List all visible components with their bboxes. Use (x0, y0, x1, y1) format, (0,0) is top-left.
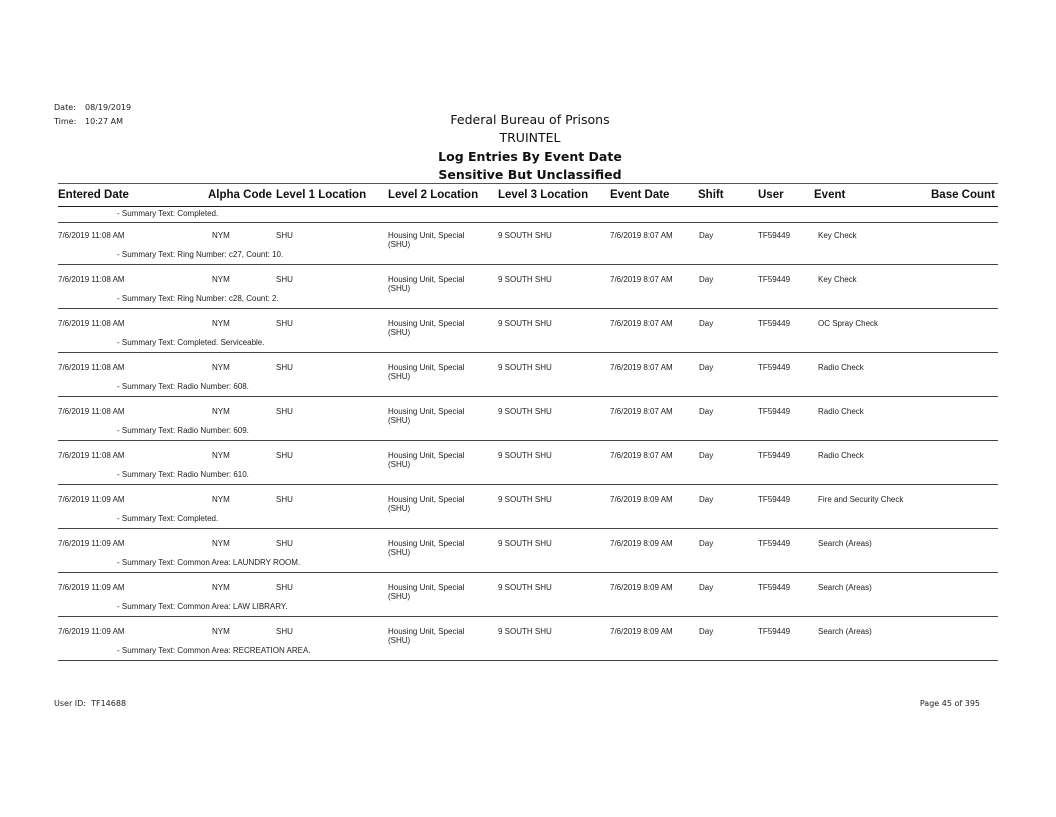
table-row (58, 620, 998, 664)
level3-cell: 9 SOUTH SHU (498, 231, 552, 240)
entered-date-cell: 7/6/2019 11:09 AM (58, 583, 125, 592)
row-divider (58, 440, 998, 441)
table-row (58, 312, 998, 356)
entered-date-cell: 7/6/2019 11:08 AM (58, 451, 125, 460)
entered-date-cell: 7/6/2019 11:09 AM (58, 539, 125, 548)
shift-cell: Day (699, 275, 714, 284)
level2-cell: Housing Unit, Special (SHU) (388, 583, 465, 601)
level3-cell: 9 SOUTH SHU (498, 583, 552, 592)
footer-user-id (54, 699, 126, 708)
shift-cell: Day (699, 583, 714, 592)
entered-date-cell: 7/6/2019 11:08 AM (58, 363, 125, 372)
col-base-count: Base Count (931, 189, 995, 201)
level3-cell: 9 SOUTH SHU (498, 627, 552, 636)
summary-text: - Summary Text: Completed. (117, 209, 219, 218)
title-classification: Sensitive But Unclassified (438, 167, 622, 182)
level2-cell: Housing Unit, Special (SHU) (388, 539, 465, 557)
col-level1: Level 1 Location (276, 189, 367, 201)
col-shift: Shift (698, 189, 724, 201)
row-divider (58, 308, 998, 309)
event-cell: Key Check (818, 275, 857, 284)
user-cell: TF59449 (758, 363, 791, 372)
event-cell: Radio Check (818, 407, 864, 416)
table-row (58, 268, 998, 312)
alpha-code-cell: NYM (212, 627, 230, 636)
entered-date-cell: 7/6/2019 11:09 AM (58, 495, 125, 504)
row-divider (58, 528, 998, 529)
user-id-label: User ID: (54, 699, 86, 708)
summary-text: - Summary Text: Ring Number: c27, Count: 10. (117, 250, 284, 259)
row-divider (58, 222, 998, 223)
title-report: Log Entries By Event Date (438, 149, 622, 164)
time-label: Time: (54, 117, 77, 126)
time-value: 10:27 AM (85, 117, 123, 126)
user-cell: TF59449 (758, 583, 791, 592)
table-row (58, 576, 998, 620)
row-divider (58, 352, 998, 353)
table-header (58, 183, 998, 207)
row-divider (58, 396, 998, 397)
date-value: 08/19/2019 (85, 103, 132, 112)
event-cell: Key Check (818, 231, 857, 240)
level2-cell: Housing Unit, Special (SHU) (388, 495, 465, 513)
entered-date-cell: 7/6/2019 11:08 AM (58, 231, 125, 240)
col-level2: Level 2 Location (388, 189, 479, 201)
col-event: Event (814, 189, 846, 201)
event-date-cell: 7/6/2019 8:07 AM (610, 407, 673, 416)
level1-cell: SHU (276, 319, 293, 328)
event-date-cell: 7/6/2019 8:07 AM (610, 231, 673, 240)
event-date-cell: 7/6/2019 8:09 AM (610, 539, 673, 548)
level1-cell: SHU (276, 583, 293, 592)
level3-cell: 9 SOUTH SHU (498, 319, 552, 328)
event-date-cell: 7/6/2019 8:07 AM (610, 451, 673, 460)
level3-cell: 9 SOUTH SHU (498, 451, 552, 460)
row-divider (58, 660, 998, 661)
report-time (54, 117, 123, 126)
entered-date-cell: 7/6/2019 11:09 AM (58, 627, 125, 636)
summary-text: - Summary Text: Common Area: LAW LIBRARY. (117, 602, 288, 611)
user-cell: TF59449 (758, 231, 791, 240)
summary-text: - Summary Text: Completed. (117, 514, 219, 523)
level1-cell: SHU (276, 539, 293, 548)
user-cell: TF59449 (758, 627, 791, 636)
level1-cell: SHU (276, 451, 293, 460)
level1-cell: SHU (276, 231, 293, 240)
col-level3: Level 3 Location (498, 189, 589, 201)
user-cell: TF59449 (758, 451, 791, 460)
level3-cell: 9 SOUTH SHU (498, 363, 552, 372)
title-system: TRUINTEL (499, 130, 561, 145)
summary-text: - Summary Text: Completed. Serviceable. (117, 338, 265, 347)
table-row (58, 224, 998, 268)
event-date-cell: 7/6/2019 8:07 AM (610, 275, 673, 284)
level3-cell: 9 SOUTH SHU (498, 539, 552, 548)
event-cell: Search (Areas) (818, 539, 872, 548)
level3-cell: 9 SOUTH SHU (498, 495, 552, 504)
shift-cell: Day (699, 451, 714, 460)
level2-cell: Housing Unit, Special (SHU) (388, 319, 465, 337)
alpha-code-cell: NYM (212, 407, 230, 416)
alpha-code-cell: NYM (212, 363, 230, 372)
alpha-code-cell: NYM (212, 275, 230, 284)
event-cell: Search (Areas) (818, 583, 872, 592)
level1-cell: SHU (276, 627, 293, 636)
date-label: Date: (54, 103, 76, 112)
summary-text: - Summary Text: Radio Number: 609. (117, 426, 249, 435)
summary-text: - Summary Text: Radio Number: 610. (117, 470, 249, 479)
level1-cell: SHU (276, 363, 293, 372)
level2-cell: Housing Unit, Special (SHU) (388, 363, 465, 381)
entered-date-cell: 7/6/2019 11:08 AM (58, 275, 125, 284)
alpha-code-cell: NYM (212, 231, 230, 240)
summary-text: - Summary Text: Radio Number: 608. (117, 382, 249, 391)
level2-cell: Housing Unit, Special (SHU) (388, 407, 465, 425)
user-cell: TF59449 (758, 539, 791, 548)
event-date-cell: 7/6/2019 8:07 AM (610, 363, 673, 372)
level1-cell: SHU (276, 495, 293, 504)
shift-cell: Day (699, 319, 714, 328)
title-agency: Federal Bureau of Prisons (450, 112, 610, 127)
col-alpha-code: Alpha Code (208, 189, 272, 201)
table-row (58, 400, 998, 444)
alpha-code-cell: NYM (212, 539, 230, 548)
table-row (58, 488, 998, 532)
event-cell: Fire and Security Check (818, 495, 904, 504)
user-id-value: TF14688 (91, 699, 127, 708)
level1-cell: SHU (276, 275, 293, 284)
level3-cell: 9 SOUTH SHU (498, 275, 552, 284)
table-row (58, 444, 998, 488)
row-divider (58, 484, 998, 485)
event-date-cell: 7/6/2019 8:09 AM (610, 495, 673, 504)
row-divider (58, 264, 998, 265)
event-date-cell: 7/6/2019 8:09 AM (610, 583, 673, 592)
page-number: Page 45 of 395 (919, 699, 980, 708)
event-cell: Radio Check (818, 451, 864, 460)
col-entered-date: Entered Date (58, 189, 129, 201)
summary-text: - Summary Text: Ring Number: c28, Count: 2. (117, 294, 279, 303)
level2-cell: Housing Unit, Special (SHU) (388, 231, 465, 249)
event-cell: Search (Areas) (818, 627, 872, 636)
user-cell: TF59449 (758, 407, 791, 416)
shift-cell: Day (699, 627, 714, 636)
event-date-cell: 7/6/2019 8:07 AM (610, 319, 673, 328)
entered-date-cell: 7/6/2019 11:08 AM (58, 407, 125, 416)
table-row (58, 532, 998, 576)
user-cell: TF59449 (758, 319, 791, 328)
level2-cell: Housing Unit, Special (SHU) (388, 275, 465, 293)
level3-cell: 9 SOUTH SHU (498, 407, 552, 416)
alpha-code-cell: NYM (212, 583, 230, 592)
shift-cell: Day (699, 539, 714, 548)
alpha-code-cell: NYM (212, 451, 230, 460)
table-row (58, 356, 998, 400)
shift-cell: Day (699, 495, 714, 504)
report-date (54, 103, 131, 112)
row-divider (58, 572, 998, 573)
summary-text: - Summary Text: Common Area: LAUNDRY ROOM. (117, 558, 301, 567)
col-event-date: Event Date (610, 189, 670, 201)
event-date-cell: 7/6/2019 8:09 AM (610, 627, 673, 636)
alpha-code-cell: NYM (212, 495, 230, 504)
level2-cell: Housing Unit, Special (SHU) (388, 451, 465, 469)
level1-cell: SHU (276, 407, 293, 416)
row-divider (58, 616, 998, 617)
col-user: User (758, 189, 784, 201)
alpha-code-cell: NYM (212, 319, 230, 328)
shift-cell: Day (699, 231, 714, 240)
level2-cell: Housing Unit, Special (SHU) (388, 627, 465, 645)
shift-cell: Day (699, 363, 714, 372)
user-cell: TF59449 (758, 275, 791, 284)
shift-cell: Day (699, 407, 714, 416)
event-cell: OC Spray Check (818, 319, 879, 328)
event-cell: Radio Check (818, 363, 864, 372)
user-cell: TF59449 (758, 495, 791, 504)
entered-date-cell: 7/6/2019 11:08 AM (58, 319, 125, 328)
summary-text: - Summary Text: Common Area: RECREATION AREA. (117, 646, 311, 655)
